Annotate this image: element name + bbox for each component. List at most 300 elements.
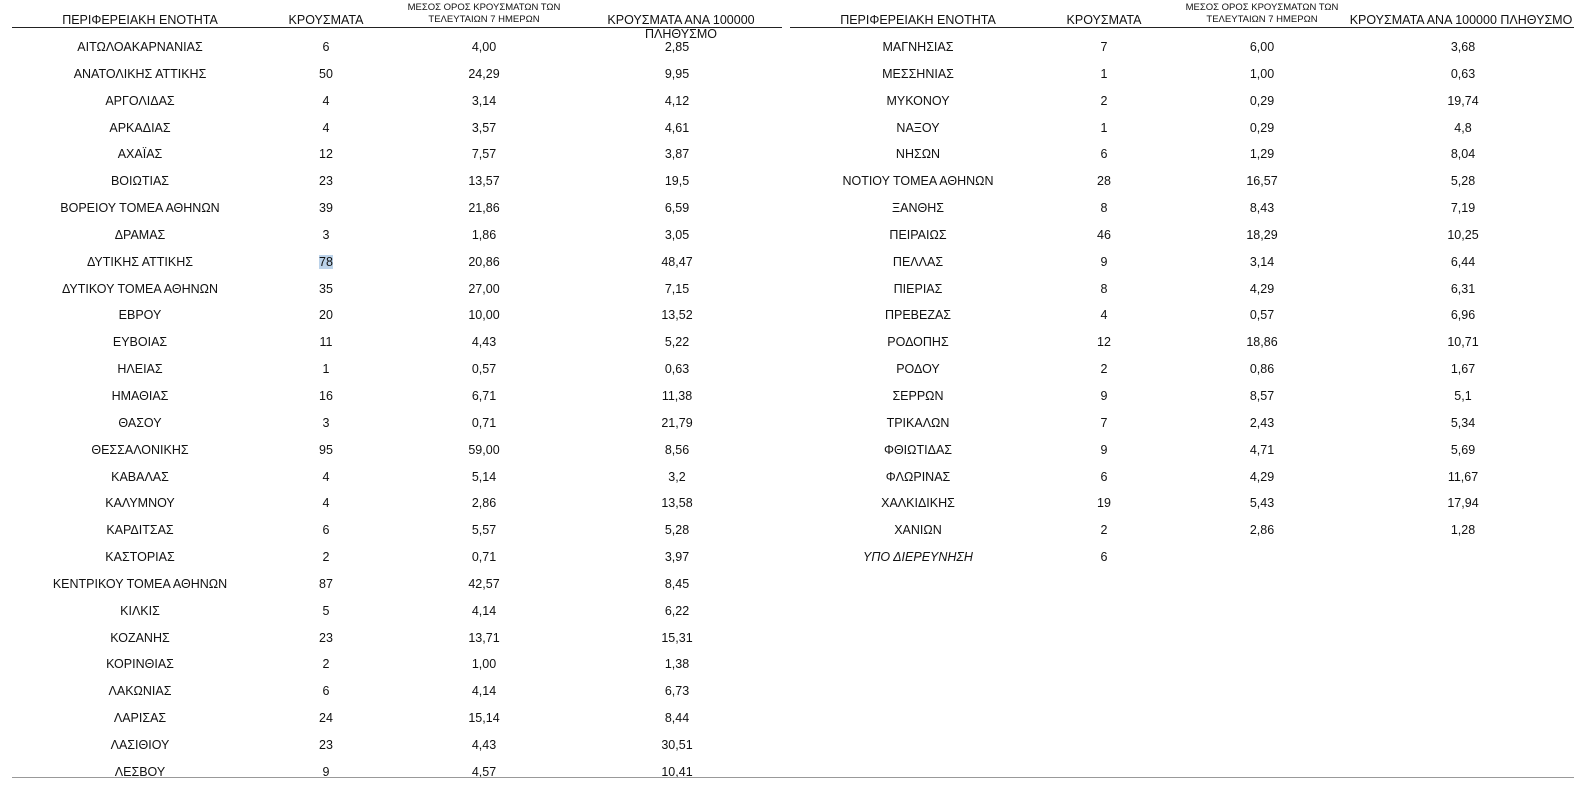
cell-avg bbox=[384, 523, 584, 537]
cell-per100k-text: 8,56 bbox=[664, 442, 690, 457]
cell-per100k bbox=[572, 94, 782, 108]
cell-region bbox=[12, 40, 268, 54]
cell-avg-text: 16,57 bbox=[1246, 174, 1278, 189]
cell-region bbox=[12, 684, 268, 698]
cell-cases-text: 6 bbox=[322, 684, 330, 699]
cell-per100k bbox=[572, 470, 782, 484]
table-row bbox=[12, 726, 782, 753]
cell-region-text: ΑΝΑΤΟΛΙΚΗΣ ΑΤΤΙΚΗΣ bbox=[73, 66, 207, 81]
cell-cases-text: 3 bbox=[322, 415, 330, 430]
cell-per100k bbox=[1350, 67, 1576, 81]
cell-region bbox=[12, 604, 268, 618]
cell-cases-text: 1 bbox=[322, 362, 330, 377]
cell-avg bbox=[1162, 40, 1362, 54]
cell-region bbox=[12, 174, 268, 188]
cell-cases bbox=[268, 121, 384, 135]
avg-header-line1: ΜΕΣΟΣ ΟΡΟΣ ΚΡΟΥΣΜΑΤΩΝ ΤΩΝ bbox=[407, 2, 561, 13]
cell-region bbox=[12, 577, 268, 591]
cell-avg bbox=[384, 67, 584, 81]
cell-per100k bbox=[572, 201, 782, 215]
cell-per100k-text: 1,67 bbox=[1450, 362, 1476, 377]
cell-avg-text: 13,57 bbox=[468, 174, 500, 189]
cell-per100k-text: 8,45 bbox=[664, 576, 690, 591]
cell-cases bbox=[1046, 67, 1162, 81]
cell-per100k bbox=[572, 443, 782, 457]
cell-cases bbox=[268, 282, 384, 296]
cell-cases bbox=[268, 416, 384, 430]
cell-avg bbox=[384, 711, 584, 725]
cell-region bbox=[12, 443, 268, 457]
cell-region-text: ΚΑΒΑΛΑΣ bbox=[111, 469, 169, 484]
cell-region-text: ΛΑΣΙΘΙΟΥ bbox=[110, 737, 170, 752]
cell-avg bbox=[384, 577, 584, 591]
cell-region-text: ΜΥΚΟΝΟΥ bbox=[886, 93, 950, 108]
cell-per100k bbox=[572, 684, 782, 698]
table-row bbox=[12, 672, 782, 699]
cell-per100k-text: 5,1 bbox=[1454, 388, 1472, 403]
cell-per100k-text: 30,51 bbox=[661, 737, 693, 752]
cell-cases bbox=[268, 604, 384, 618]
right-table bbox=[790, 0, 1574, 565]
cell-cases-text: 4 bbox=[322, 93, 330, 108]
cell-avg bbox=[384, 550, 584, 564]
cell-cases bbox=[1046, 174, 1162, 188]
cell-region-text: ΦΘΙΩΤΙΔΑΣ bbox=[883, 442, 953, 457]
cell-avg-text: 4,14 bbox=[471, 684, 497, 699]
cell-avg bbox=[1162, 228, 1362, 242]
cell-per100k bbox=[1350, 121, 1576, 135]
cell-region-text: ΥΠΟ ΔΙΕΡΕΥΝΗΣΗ bbox=[863, 550, 973, 565]
cell-cases bbox=[268, 174, 384, 188]
cell-per100k bbox=[572, 228, 782, 242]
cell-cases bbox=[1046, 523, 1162, 537]
cell-region-text: ΕΒΡΟΥ bbox=[118, 308, 162, 323]
cell-per100k bbox=[572, 308, 782, 322]
cell-per100k bbox=[1350, 308, 1576, 322]
table-row bbox=[790, 189, 1574, 216]
cell-cases-text: 23 bbox=[319, 737, 333, 752]
table-row bbox=[12, 511, 782, 538]
cell-cases bbox=[268, 362, 384, 376]
cell-region bbox=[12, 470, 268, 484]
table-row bbox=[790, 296, 1574, 323]
cell-avg-text: 1,00 bbox=[471, 657, 497, 672]
table-row bbox=[790, 216, 1574, 243]
table-row bbox=[790, 538, 1574, 565]
cell-region-text: ΚΙΛΚΙΣ bbox=[120, 603, 160, 618]
cell-cases-text: 46 bbox=[1097, 227, 1111, 242]
cell-per100k bbox=[1350, 201, 1576, 215]
cell-per100k-text: 21,79 bbox=[661, 415, 693, 430]
cell-avg-text: 0,29 bbox=[1249, 120, 1275, 135]
cell-per100k-text: 11,67 bbox=[1447, 469, 1479, 484]
avg-header bbox=[1162, 2, 1362, 26]
cell-region-text: ΚΑΡΔΙΤΣΑΣ bbox=[106, 523, 174, 538]
cell-cases-text: 2 bbox=[1100, 523, 1108, 538]
cell-cases bbox=[268, 711, 384, 725]
cell-cases-text: 4 bbox=[322, 496, 330, 511]
cell-cases-text: 9 bbox=[1100, 388, 1108, 403]
table-row bbox=[12, 109, 782, 136]
table-row bbox=[790, 511, 1574, 538]
cell-region-text: ΡΟΔΟΥ bbox=[896, 362, 940, 377]
cell-per100k-text: 3,97 bbox=[664, 550, 690, 565]
cell-cases-text: 24 bbox=[319, 711, 333, 726]
cell-cases bbox=[268, 94, 384, 108]
table-row bbox=[12, 645, 782, 672]
cell-cases-text: 23 bbox=[319, 630, 333, 645]
cell-region-text: ΚΑΣΤΟΡΙΑΣ bbox=[105, 550, 175, 565]
cell-avg bbox=[1162, 496, 1362, 510]
cell-per100k-text: 6,73 bbox=[664, 684, 690, 699]
cell-avg bbox=[384, 496, 584, 510]
cell-avg-text: 2,43 bbox=[1249, 415, 1275, 430]
cell-cases bbox=[268, 496, 384, 510]
cell-avg bbox=[384, 389, 584, 403]
cell-cases bbox=[268, 443, 384, 457]
cell-avg-text: 3,14 bbox=[1249, 254, 1275, 269]
cell-region bbox=[12, 94, 268, 108]
cell-region-text: ΕΥΒΟΙΑΣ bbox=[112, 335, 168, 350]
cell-cases bbox=[1046, 443, 1162, 457]
cell-per100k-text: 0,63 bbox=[1450, 66, 1476, 81]
cell-per100k-text: 3,2 bbox=[668, 469, 686, 484]
cell-avg-text: 13,71 bbox=[468, 630, 500, 645]
cell-per100k-text: 1,28 bbox=[1450, 523, 1476, 538]
cell-cases bbox=[268, 228, 384, 242]
cell-region bbox=[12, 282, 268, 296]
cell-avg-text: 8,43 bbox=[1249, 201, 1275, 216]
cell-avg-text: 1,00 bbox=[1249, 66, 1275, 81]
table-row bbox=[790, 109, 1574, 136]
cell-avg-text: 4,43 bbox=[471, 737, 497, 752]
cell-region bbox=[790, 523, 1046, 537]
cell-region-text: ΚΟΖΑΝΗΣ bbox=[110, 630, 170, 645]
cell-avg-text: 4,57 bbox=[471, 764, 497, 779]
cell-cases-text: 12 bbox=[319, 147, 333, 162]
cell-per100k bbox=[1350, 443, 1576, 457]
cell-region-text: ΠΕΙΡΑΙΩΣ bbox=[889, 227, 947, 242]
cell-avg-text: 21,86 bbox=[468, 201, 500, 216]
cell-per100k-text: 13,58 bbox=[661, 496, 693, 511]
cell-per100k bbox=[572, 389, 782, 403]
cell-avg-text: 3,14 bbox=[471, 93, 497, 108]
cell-cases-text: 2 bbox=[1100, 93, 1108, 108]
cell-avg bbox=[1162, 147, 1362, 161]
cell-avg bbox=[384, 657, 584, 671]
cell-per100k bbox=[1350, 496, 1576, 510]
cell-avg bbox=[384, 147, 584, 161]
avg-header-line2: ΤΕΛΕΥΤΑΙΩΝ 7 ΗΜΕΡΩΝ bbox=[1206, 14, 1318, 25]
cell-avg-text: 0,86 bbox=[1249, 362, 1275, 377]
cell-cases bbox=[1046, 282, 1162, 296]
right-header-row bbox=[790, 0, 1574, 28]
table-row bbox=[12, 458, 782, 485]
cell-avg bbox=[384, 40, 584, 54]
cell-cases bbox=[268, 657, 384, 671]
cell-cases-text: 95 bbox=[319, 442, 333, 457]
cell-region bbox=[12, 550, 268, 564]
table-row bbox=[790, 323, 1574, 350]
cell-region-text: ΑΧΑΪΑΣ bbox=[117, 147, 163, 162]
cell-region-text: ΛΕΣΒΟΥ bbox=[114, 764, 166, 779]
cell-per100k bbox=[572, 577, 782, 591]
cell-per100k bbox=[1350, 523, 1576, 537]
table-row bbox=[12, 162, 782, 189]
cell-cases-text: 28 bbox=[1097, 174, 1111, 189]
cell-cases bbox=[1046, 255, 1162, 269]
cell-region bbox=[790, 335, 1046, 349]
cell-region bbox=[12, 308, 268, 322]
left-table bbox=[12, 0, 782, 780]
cell-cases-text: 6 bbox=[322, 523, 330, 538]
cell-cases-text: 19 bbox=[1097, 496, 1111, 511]
cell-avg-text: 24,29 bbox=[468, 66, 500, 81]
cell-avg bbox=[1162, 416, 1362, 430]
cell-avg-text: 5,14 bbox=[471, 469, 497, 484]
cell-region-text: ΑΙΤΩΛΟΑΚΑΡΝΑΝΙΑΣ bbox=[77, 40, 203, 54]
cell-avg-text: 1,29 bbox=[1249, 147, 1275, 162]
cell-region bbox=[12, 255, 268, 269]
cell-per100k bbox=[1350, 362, 1576, 376]
table-row bbox=[790, 55, 1574, 82]
cell-region-text: ΔΡΑΜΑΣ bbox=[114, 227, 166, 242]
cell-avg bbox=[384, 684, 584, 698]
cell-per100k-text: 8,44 bbox=[664, 711, 690, 726]
cell-region bbox=[790, 67, 1046, 81]
cell-per100k-text: 19,74 bbox=[1447, 93, 1479, 108]
cell-cases bbox=[268, 738, 384, 752]
cell-cases bbox=[1046, 496, 1162, 510]
cell-region bbox=[790, 40, 1046, 54]
cell-avg bbox=[1162, 255, 1362, 269]
cell-region-text: ΒΟΡΕΙΟΥ ΤΟΜΕΑ ΑΘΗΝΩΝ bbox=[60, 201, 220, 216]
cell-cases bbox=[268, 523, 384, 537]
cell-cases bbox=[268, 308, 384, 322]
cell-avg-text: 0,71 bbox=[471, 415, 497, 430]
cell-avg bbox=[384, 443, 584, 457]
cell-region bbox=[790, 416, 1046, 430]
cell-per100k-text: 6,96 bbox=[1450, 308, 1476, 323]
cell-avg bbox=[1162, 443, 1362, 457]
cell-cases bbox=[1046, 470, 1162, 484]
cell-per100k-text: 19,5 bbox=[664, 174, 690, 189]
cell-per100k-text: 2,85 bbox=[664, 40, 690, 54]
cell-cases-text: 5 bbox=[322, 603, 330, 618]
cell-region-text: ΣΕΡΡΩΝ bbox=[892, 388, 944, 403]
cell-region-text: ΠΙΕΡΙΑΣ bbox=[893, 281, 943, 296]
cell-per100k bbox=[572, 738, 782, 752]
table-row bbox=[790, 82, 1574, 109]
cell-avg bbox=[384, 470, 584, 484]
cell-avg bbox=[384, 201, 584, 215]
cell-region-text: ΚΕΝΤΡΙΚΟΥ ΤΟΜΕΑ ΑΘΗΝΩΝ bbox=[52, 576, 228, 591]
table-row bbox=[12, 431, 782, 458]
cell-cases-text: 7 bbox=[1100, 415, 1108, 430]
cell-per100k-text: 3,68 bbox=[1450, 40, 1476, 54]
cell-region bbox=[12, 228, 268, 242]
cell-per100k-text: 48,47 bbox=[661, 254, 693, 269]
cell-per100k bbox=[572, 416, 782, 430]
cell-cases-text: 6 bbox=[1100, 469, 1108, 484]
cell-avg-text: 15,14 bbox=[468, 711, 500, 726]
cell-cases-text: 9 bbox=[1100, 442, 1108, 457]
avg-header bbox=[384, 2, 584, 26]
per100k-header: ΚΡΟΥΣΜΑΤΑ ΑΝΑ 100000 ΠΛΗΘΥΣΜΟ bbox=[1349, 13, 1573, 27]
cell-region-text: ΒΟΙΩΤΙΑΣ bbox=[110, 174, 170, 189]
cell-region-text: ΗΛΕΙΑΣ bbox=[117, 362, 163, 377]
cell-cases-text: 4 bbox=[1100, 308, 1108, 323]
cell-cases-text: 9 bbox=[1100, 254, 1108, 269]
cell-per100k-text: 7,15 bbox=[664, 281, 690, 296]
cell-cases bbox=[268, 389, 384, 403]
page-bottom-divider bbox=[12, 777, 1574, 778]
cell-region bbox=[12, 496, 268, 510]
cell-avg-text: 4,29 bbox=[1249, 281, 1275, 296]
cell-cases bbox=[1046, 550, 1162, 564]
cell-avg-text: 2,86 bbox=[1249, 523, 1275, 538]
table-row bbox=[790, 431, 1574, 458]
table-row bbox=[12, 484, 782, 511]
cell-avg bbox=[1162, 174, 1362, 188]
cell-region-text: ΦΛΩΡΙΝΑΣ bbox=[885, 469, 951, 484]
cell-avg-text: 4,00 bbox=[471, 40, 497, 54]
cell-cases bbox=[268, 255, 384, 269]
cell-avg bbox=[384, 121, 584, 135]
cell-cases-text: 7 bbox=[1100, 40, 1108, 54]
cell-avg-text: 27,00 bbox=[468, 281, 500, 296]
table-row bbox=[12, 538, 782, 565]
cell-per100k bbox=[572, 40, 782, 54]
table-row bbox=[790, 135, 1574, 162]
cell-per100k-text: 4,12 bbox=[664, 93, 690, 108]
table-row bbox=[12, 565, 782, 592]
cell-region bbox=[12, 523, 268, 537]
cell-cases-text: 9 bbox=[322, 764, 330, 779]
table-row bbox=[12, 592, 782, 619]
table-row bbox=[12, 189, 782, 216]
cell-region bbox=[790, 201, 1046, 215]
cell-region bbox=[12, 738, 268, 752]
cell-per100k-text: 5,28 bbox=[664, 523, 690, 538]
cell-cases bbox=[268, 147, 384, 161]
cell-per100k-text: 6,44 bbox=[1450, 254, 1476, 269]
cell-per100k bbox=[1350, 147, 1576, 161]
table-row bbox=[12, 350, 782, 377]
cell-avg bbox=[1162, 523, 1362, 537]
cell-region bbox=[12, 335, 268, 349]
cell-region bbox=[12, 657, 268, 671]
cell-region bbox=[790, 308, 1046, 322]
cell-per100k bbox=[1350, 174, 1576, 188]
cell-per100k bbox=[572, 255, 782, 269]
per100k-header: ΚΡΟΥΣΜΑΤΑ ΑΝΑ 100000 ΠΛΗΘΥΣΜΟ bbox=[607, 13, 755, 41]
cell-per100k bbox=[1350, 389, 1576, 403]
cell-cases bbox=[1046, 362, 1162, 376]
cell-per100k-text: 7,19 bbox=[1450, 201, 1476, 216]
cell-per100k bbox=[572, 496, 782, 510]
cell-region bbox=[790, 443, 1046, 457]
cell-cases-text: 4 bbox=[322, 469, 330, 484]
cell-cases bbox=[268, 201, 384, 215]
cell-region-text: ΝΟΤΙΟΥ ΤΟΜΕΑ ΑΘΗΝΩΝ bbox=[842, 174, 994, 189]
cell-per100k bbox=[1350, 470, 1576, 484]
cell-cases-text: 2 bbox=[1100, 362, 1108, 377]
cell-cases-text: 1 bbox=[1100, 120, 1108, 135]
cell-per100k bbox=[572, 282, 782, 296]
cell-region-text: ΛΑΡΙΣΑΣ bbox=[113, 711, 167, 726]
cell-cases bbox=[1046, 335, 1162, 349]
cell-cases bbox=[268, 335, 384, 349]
cell-avg-text: 6,00 bbox=[1249, 40, 1275, 54]
cell-avg bbox=[1162, 67, 1362, 81]
cell-per100k bbox=[1350, 228, 1576, 242]
cell-region bbox=[790, 389, 1046, 403]
cell-cases-text: 6 bbox=[1100, 550, 1108, 565]
table-row bbox=[12, 619, 782, 646]
cell-cases-text: 87 bbox=[319, 576, 333, 591]
cell-region bbox=[12, 362, 268, 376]
cell-per100k-text: 3,05 bbox=[664, 227, 690, 242]
region-header: ΠΕΡΙΦΕΡΕΙΑΚΗ ΕΝΟΤΗΤΑ bbox=[62, 13, 218, 27]
cell-per100k bbox=[1350, 416, 1576, 430]
table-row bbox=[12, 323, 782, 350]
cell-per100k bbox=[572, 631, 782, 645]
table-row bbox=[790, 350, 1574, 377]
cell-avg-text: 5,57 bbox=[471, 523, 497, 538]
cell-cases-text: 2 bbox=[322, 657, 330, 672]
cell-region bbox=[12, 416, 268, 430]
cell-region bbox=[790, 94, 1046, 108]
table-row bbox=[790, 404, 1574, 431]
cell-per100k-text: 4,61 bbox=[664, 120, 690, 135]
cell-avg-text: 5,43 bbox=[1249, 496, 1275, 511]
cell-avg-text: 59,00 bbox=[468, 442, 500, 457]
cell-avg bbox=[384, 631, 584, 645]
cell-per100k bbox=[572, 657, 782, 671]
cell-avg bbox=[384, 362, 584, 376]
cell-avg bbox=[384, 416, 584, 430]
cell-avg-text: 10,00 bbox=[468, 308, 500, 323]
cell-per100k-text: 6,22 bbox=[664, 603, 690, 618]
cell-region-text: ΘΕΣΣΑΛΟΝΙΚΗΣ bbox=[91, 442, 189, 457]
table-row bbox=[12, 377, 782, 404]
cell-per100k bbox=[1350, 335, 1576, 349]
avg-header-line2: ΤΕΛΕΥΤΑΙΩΝ 7 ΗΜΕΡΩΝ bbox=[428, 14, 540, 25]
cell-per100k bbox=[1350, 255, 1576, 269]
cell-avg-text: 1,86 bbox=[471, 227, 497, 242]
cell-region bbox=[12, 121, 268, 135]
cell-region bbox=[790, 282, 1046, 296]
cell-avg-text: 0,57 bbox=[1249, 308, 1275, 323]
cell-region bbox=[12, 631, 268, 645]
left-table-body bbox=[12, 28, 782, 780]
cell-avg-text: 4,71 bbox=[1249, 442, 1275, 457]
cell-per100k bbox=[572, 604, 782, 618]
cell-region-text: ΑΡΚΑΔΙΑΣ bbox=[109, 120, 171, 135]
cell-region bbox=[12, 147, 268, 161]
cell-region-text: ΜΕΣΣΗΝΙΑΣ bbox=[882, 66, 954, 81]
table-row bbox=[12, 699, 782, 726]
cell-per100k-text: 5,34 bbox=[1450, 415, 1476, 430]
cell-region-text: ΔΥΤΙΚΟΥ ΤΟΜΕΑ ΑΘΗΝΩΝ bbox=[61, 281, 219, 296]
cell-region-text: ΠΡΕΒΕΖΑΣ bbox=[884, 308, 952, 323]
cell-avg bbox=[384, 308, 584, 322]
cell-per100k bbox=[572, 362, 782, 376]
cell-per100k-text: 15,31 bbox=[661, 630, 693, 645]
table-row bbox=[790, 458, 1574, 485]
cell-avg-text: 18,29 bbox=[1246, 227, 1278, 242]
